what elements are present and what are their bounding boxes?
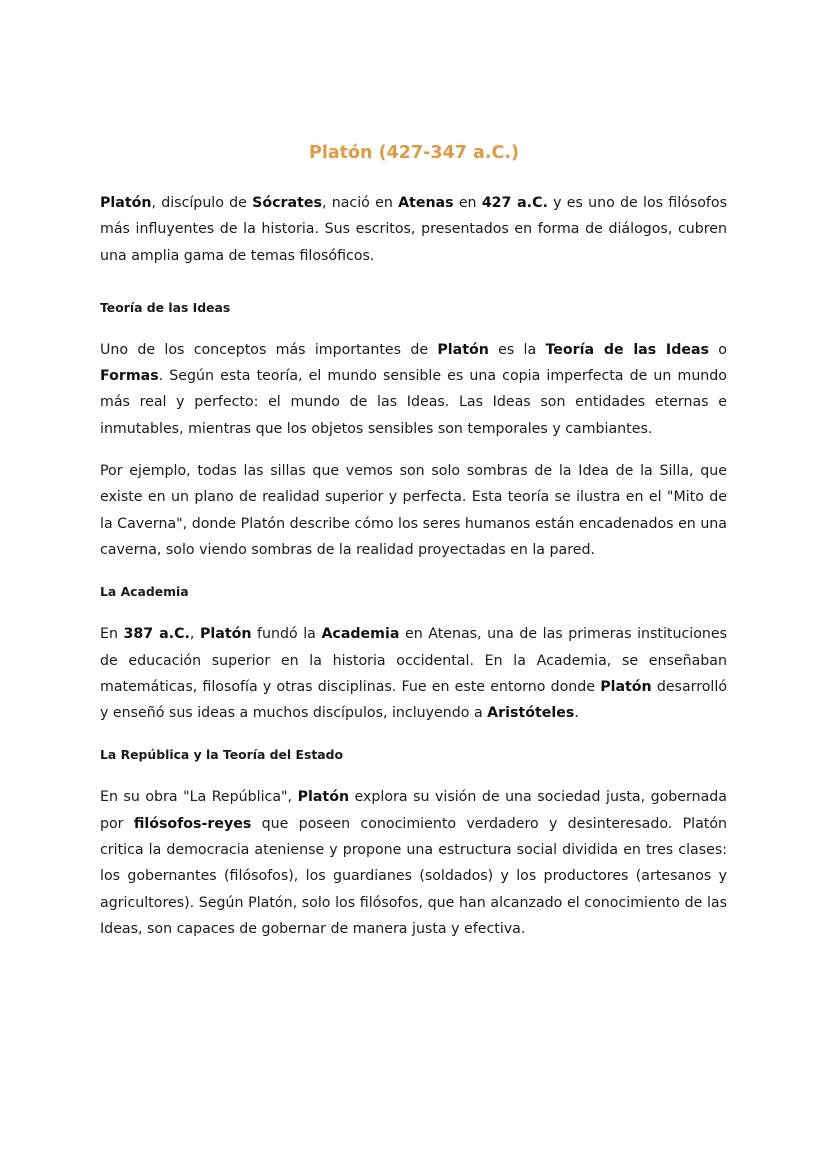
text-span: . (574, 705, 579, 722)
text-span: fundó la (251, 626, 322, 643)
text-span: Uno de los conceptos más importantes de (100, 341, 438, 358)
republica-paragraph (100, 784, 727, 942)
bold-term: Atenas (398, 195, 454, 211)
bold-term: Platón (199, 626, 252, 643)
bold-term: Platón (100, 195, 152, 211)
text-span: desarrolló y enseñó sus ideas a muchos discípulos, incluyendo a (100, 678, 727, 722)
academia-paragraph (100, 621, 727, 726)
section-heading-academia: La Academia (100, 584, 189, 600)
ideas-example-paragraph: Por ejemplo, todas las sillas que vemos son solo sombras de la Idea de la Silla, que existe en un plano de realidad superior y perfecta. Esta teoría se ilustra en el "Mito de la Caverna", donde Platón describe cómo los seres humanos están encadenados en una caverna, solo viendo sombras de la realidad proyectadas en la pared. (100, 463, 727, 558)
bold-term: 387 a.C. (123, 626, 190, 643)
bold-term: filósofos-reyes (133, 815, 252, 832)
text-span: En su obra "La República", (100, 789, 298, 806)
text-span: es la (488, 341, 546, 358)
text-span: , (189, 626, 200, 643)
bold-term: Formas (100, 368, 159, 385)
bold-term: Platón (297, 789, 350, 806)
text-span: . Según esta teoría, el mundo sensible es una copia imperfecta de un mundo más real y perfecto: el mundo de las Ideas. Las Ideas son entidades eternas e inmutables, mientras que los objetos sensibles son temporales y cambiantes. (100, 368, 727, 437)
bold-term: 427 a.C. (481, 195, 548, 211)
bold-term: Teoría de las Ideas (545, 341, 710, 358)
text-span: o (709, 341, 727, 358)
text-span: en (453, 195, 482, 211)
text-span: en Atenas, una de las primeras instituciones de educación superior en la historia occidental. En la Academia, se enseñaban matemáticas, filosofía y otras disciplinas. Fue en este entorno donde (100, 626, 727, 695)
bold-term: Sócrates (252, 195, 322, 211)
document-body (100, 190, 727, 942)
text-span: y es uno de los filósofos más influyentes de la historia. Sus escritos, presentados en forma de diálogos, cubren una amplia gama de temas filosóficos. (100, 195, 727, 264)
ideas-paragraph (100, 337, 727, 442)
section-heading-republica: La República y la Teoría del Estado (100, 747, 343, 763)
bold-term: Platón (600, 678, 652, 695)
bold-term: Academia (321, 626, 400, 643)
bold-term: Aristóteles (487, 705, 575, 722)
text-span: explora su visión de una sociedad justa, gobernada por (100, 789, 727, 832)
section-heading-ideas: Teoría de las Ideas (100, 299, 231, 315)
text-span: que poseen conocimiento verdadero y desinteresado. Platón critica la democracia ateniense y propone una estructura social dividida en tres clases: los gobernantes (filósofos), los guardianes (soldados) y los productores (artesanos y agricultores). Según Platón, solo los filósofos, que han alcanzado el conocimiento de las Ideas, son capaces de gobernar de manera justa y efectiva. (100, 815, 727, 937)
text-span: En (100, 626, 124, 643)
page-title: Platón (427-347 a.C.) (309, 143, 519, 163)
text-span: , discípulo de (151, 195, 253, 211)
bold-term: Platón (437, 341, 489, 358)
intro-paragraph (100, 190, 727, 269)
text-span: , nació en (321, 195, 399, 211)
